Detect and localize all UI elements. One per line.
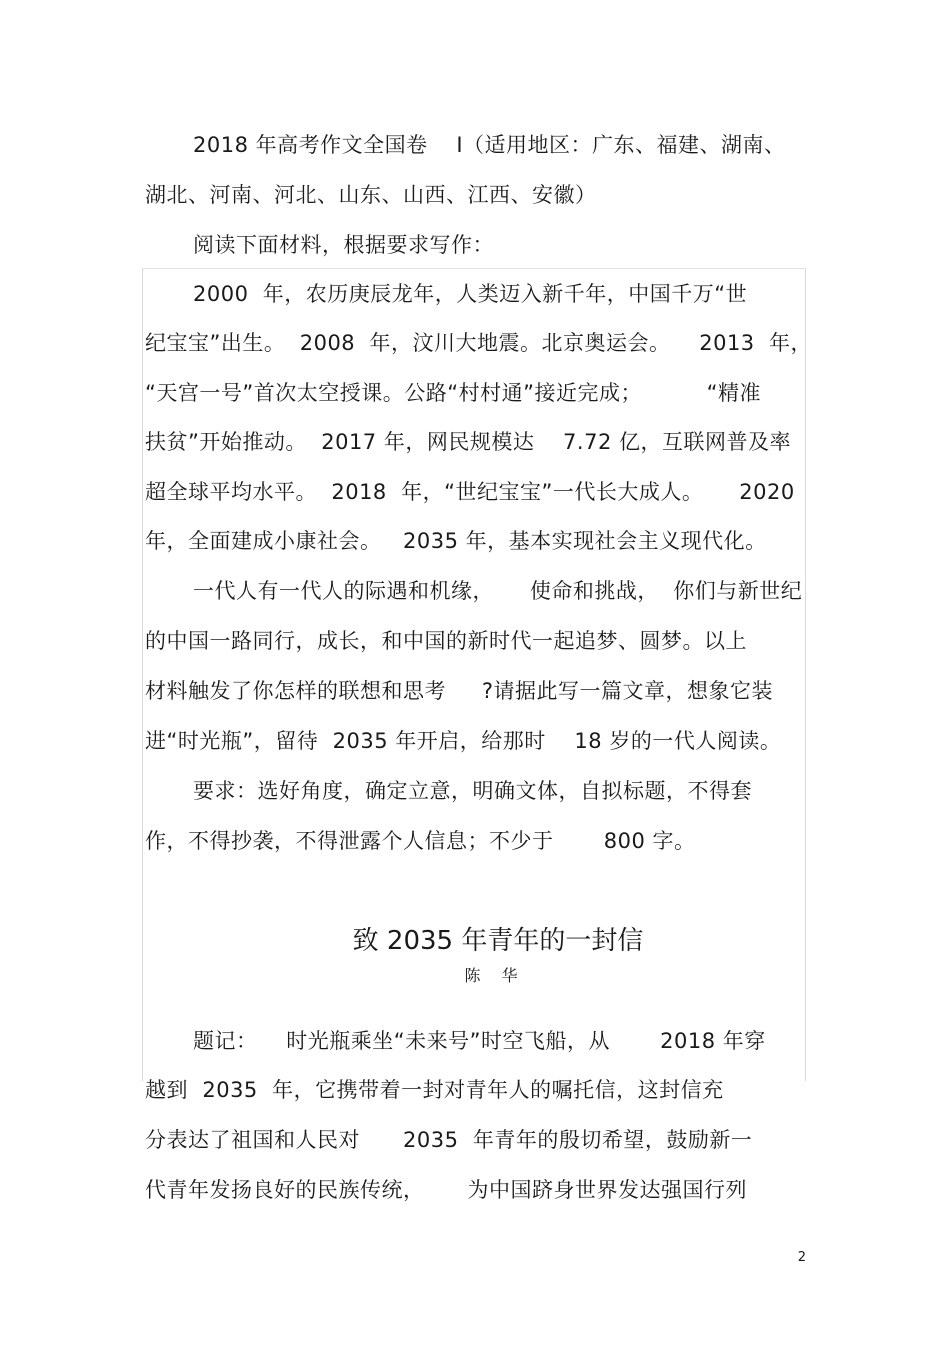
- text-line: 纪宝宝”出生。 2008 年，汶川大地震。北京奥运会。 2013 年，: [145, 331, 813, 355]
- essay-title: 致 2035 年青年的一封信: [352, 926, 644, 956]
- text-line: “天宫一号”首次太空授课。公路“村村通”接近完成； “精准: [145, 381, 761, 405]
- text-line: 2018 年高考作文全国卷 I（适用地区：广东、福建、湖南、: [193, 133, 786, 157]
- essay-author: 陈 华: [464, 966, 526, 985]
- text-line: 超全球平均水平。 2018 年，“世纪宝宝”一代长大成人。 2020: [145, 480, 795, 504]
- text-line: 要求：选好角度，确定立意，明确文体，自拟标题，不得套: [193, 779, 752, 803]
- text-line: 进“时光瓶”，留待 2035 年开启，给那时 18 岁的一代人阅读。: [145, 729, 782, 753]
- text-line: 题记： 时光瓶乘坐“未来号”时空飞船，从 2018 年穿: [193, 1029, 766, 1053]
- text-line: 作，不得抄袭，不得泄露个人信息；不少于 800 字。: [145, 829, 696, 853]
- page-number: 2: [797, 1250, 806, 1265]
- text-line: 越到 2035 年，它携带着一封对青年人的嘱托信，这封信充: [145, 1078, 724, 1102]
- text-line: 的中国一路同行，成长，和中国的新时代一起追梦、圆梦。以上: [145, 629, 747, 653]
- text-line: 扶贫”开始推动。 2017 年，网民规模达 7.72 亿，互联网普及率: [145, 430, 791, 454]
- text-line: 代青年发扬良好的民族传统， 为中国跻身世界发达强国行列: [145, 1178, 748, 1202]
- text-line: 分表达了祖国和人民对 2035 年青年的殷切希望，鼓励新一: [145, 1128, 753, 1152]
- text-line: 2000 年，农历庚辰龙年，人类迈入新千年，中国千万“世: [193, 282, 748, 306]
- text-line: 材料触发了你怎样的联想和思考 ?请据此写一篇文章，想象它装: [145, 679, 774, 703]
- text-line: 一代人有一代人的际遇和机缘， 使命和挑战， 你们与新世纪: [193, 579, 803, 603]
- text-line: 湖北、河南、河北、山东、山西、江西、安徽）: [145, 183, 597, 207]
- text-line: 阅读下面材料，根据要求写作：: [193, 233, 494, 257]
- text-line: 年，全面建成小康社会。 2035 年，基本实现社会主义现代化。: [145, 529, 767, 553]
